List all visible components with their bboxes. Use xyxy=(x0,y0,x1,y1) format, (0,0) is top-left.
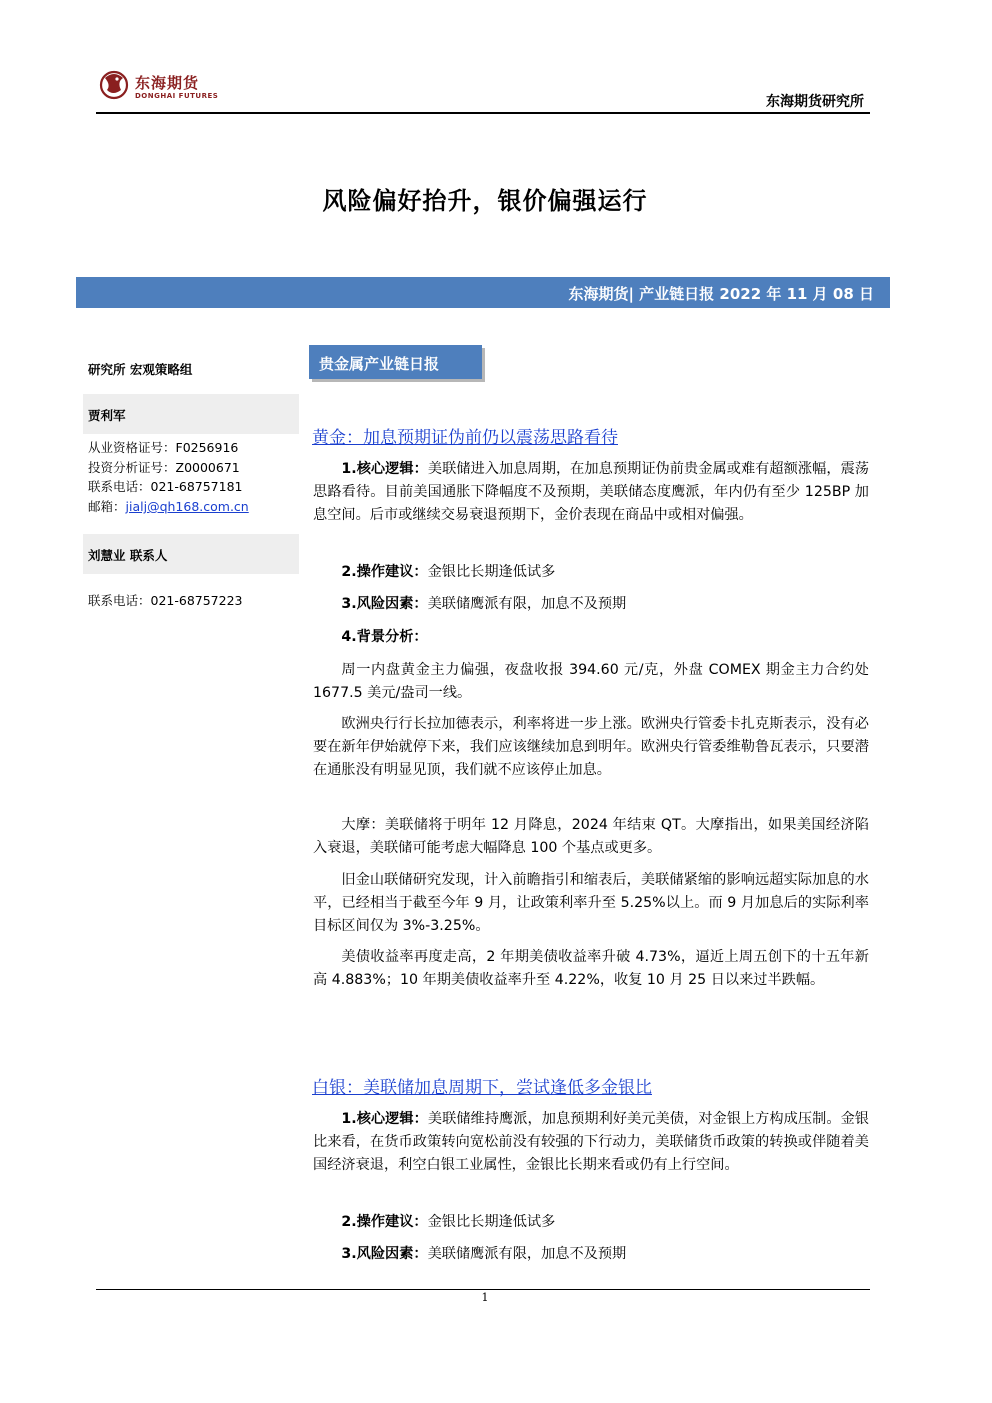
contact-name-block xyxy=(83,534,299,574)
gold-operation-advice xyxy=(313,561,869,584)
silver-operation-advice xyxy=(313,1211,869,1234)
banner-text: 东海期货| 产业链日报 2022 年 11 月 08 日 xyxy=(568,285,874,303)
gold-heading-link[interactable]: 黄金：加息预期证伪前仍以震荡思路看待 xyxy=(312,428,618,448)
email-label: 邮箱： xyxy=(88,499,126,514)
logo-subtitle: DONGHAI FUTURES xyxy=(135,92,219,100)
header-org-name: 东海期货研究所 xyxy=(766,94,864,110)
core-logic-label: 1.核心逻辑： xyxy=(341,1111,428,1127)
analyst-name-block xyxy=(83,394,299,434)
contact-phone: 联系电话：021-68757223 xyxy=(88,593,243,608)
report-banner xyxy=(76,277,890,308)
operation-text: 金银比长期逢低试多 xyxy=(427,564,556,580)
background-para-3: 大摩：美联储将于明年 12 月降息，2024 年结束 QT。大摩指出，如果美国经济陷入衰退，美联储可能考虑大幅降息 100 个基点或更多。 xyxy=(313,817,869,856)
operation-text: 金银比长期逢低试多 xyxy=(427,1214,556,1230)
contact-name: 刘慧业 联系人 xyxy=(88,548,168,563)
background-para-1: 周一内盘黄金主力偏强，夜盘收报 394.60 元/克，外盘 COMEX 期金主力合约处 1677.5 美元/盎司一线。 xyxy=(313,662,869,701)
risk-label: 3.风险因素： xyxy=(341,1246,428,1262)
analyst-phone: 联系电话：021-68757181 xyxy=(88,479,243,494)
analyst-email-link[interactable]: jialj@qh168.com.cn xyxy=(125,499,249,514)
background-label: 4.背景分析： xyxy=(341,629,428,645)
company-logo xyxy=(97,66,227,106)
risk-text: 美联储鹰派有限，加息不及预期 xyxy=(427,596,627,612)
silver-core-logic xyxy=(313,1108,869,1177)
background-para-2: 欧洲央行行长拉加德表示，利率将进一步上涨。欧洲央行管委卡扎克斯表示，没有必要在新年伊始就停下来，我们应该继续加息到明年。欧洲央行管委维勒鲁瓦表示，只要潜在通胀没有明显见顶，我们就不应该停止加息。 xyxy=(313,716,869,778)
background-para-4: 旧金山联储研究发现，计入前瞻指引和缩表后，美联储紧缩的影响远超实际加息的水平，已经相当于截至今年 9 月，让政策利率升至 5.25%以上。而 9 月加息后的实际利率目标区间仅为 3%-3.25%。 xyxy=(313,872,869,934)
section-tag-label: 贵金属产业链日报 xyxy=(319,355,440,373)
analysis-cert: 投资分析证号：Z0000671 xyxy=(88,460,240,475)
gold-background-heading xyxy=(313,626,869,649)
risk-label: 3.风险因素： xyxy=(341,596,428,612)
gold-core-logic xyxy=(313,458,869,527)
section-tag xyxy=(309,345,482,379)
page-number: 1 xyxy=(481,1291,489,1304)
analyst-email-row xyxy=(88,497,249,515)
silver-risk-factors xyxy=(313,1243,869,1266)
background-para-5: 美债收益率再度走高，2 年期美债收益率升破 4.73%，逼近上周五创下的十五年新高 4.883%；10 年期美债收益率升至 4.22%，收复 10 月 25 日以来过半跌幅。 xyxy=(313,949,869,988)
core-logic-text: 美联储维持鹰派，加息预期利好美元美债，对金银上方构成压制。金银比来看，在货币政策转向宽松前没有较强的下行动力，美联储货币政策的转换或伴随着美国经济衰退，利空白银工业属性，金银比长期来看或仍有上行空间。 xyxy=(313,1111,869,1173)
report-title: 风险偏好抬升，银价偏强运行 xyxy=(322,187,648,215)
logo-wordmark: 东海期货 xyxy=(135,74,200,92)
analyst-name: 贾利军 xyxy=(88,408,126,423)
risk-text: 美联储鹰派有限，加息不及预期 xyxy=(427,1246,627,1262)
header-divider xyxy=(96,112,870,114)
core-logic-label: 1.核心逻辑： xyxy=(341,461,428,477)
footer-divider xyxy=(96,1289,870,1290)
operation-label: 2.操作建议： xyxy=(341,564,428,580)
core-logic-text: 美联储进入加息周期，在加息预期证伪前贵金属或难有超额涨幅，震荡思路看待。目前美国通胀下降幅度不及预期，美联储态度鹰派，年内仍有至少 125BP 加息空间。后市或继续交易衰退预期下，金价表现在商品中或相对偏强。 xyxy=(313,461,869,523)
dragon-logo-icon xyxy=(97,66,131,104)
research-dept: 研究所 宏观策略组 xyxy=(88,362,193,377)
silver-heading-link[interactable]: 白银：美联储加息周期下，尝试逢低多金银比 xyxy=(312,1078,652,1098)
gold-risk-factors xyxy=(313,593,869,616)
operation-label: 2.操作建议： xyxy=(341,1214,428,1230)
qualification-cert: 从业资格证号：F0256916 xyxy=(88,440,239,455)
